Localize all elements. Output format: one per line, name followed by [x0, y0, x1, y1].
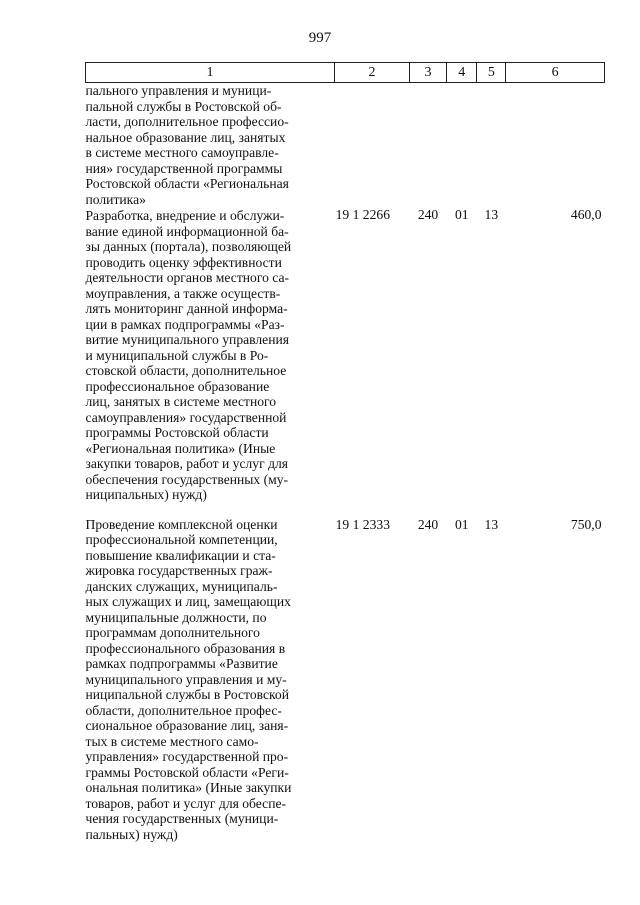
description-line: самоуправления» государственной — [85, 409, 287, 425]
description-line: лиц, занятых в системе местного — [85, 394, 277, 409]
table-body — [86, 83, 605, 851]
column-header-3: 3 — [409, 63, 446, 83]
section-code — [447, 83, 477, 208]
page-number: 997 — [308, 30, 332, 46]
description-line: ных служащих и лиц, замещающих — [85, 594, 291, 609]
description-line: сиональное образование лиц, заня- — [85, 718, 289, 733]
description-line: профессионального образования в — [85, 640, 286, 656]
description-line: ния» государственной программы — [85, 160, 283, 176]
description-line: ниципальной службы в Ростовской — [85, 687, 289, 702]
amount-value — [506, 83, 605, 208]
description-line: нальное образование лиц, занятых — [85, 129, 286, 145]
description-line: Проведение комплексной оценки — [85, 516, 278, 532]
column-header-4: 4 — [447, 63, 477, 83]
description-line: программы Ростовской области — [85, 425, 269, 440]
row-description — [86, 207, 335, 517]
table-row — [86, 207, 605, 517]
description-line: деятельности органов местного са- — [85, 270, 290, 285]
column-header-5: 5 — [477, 63, 506, 83]
description-line: пальных) нужд) — [85, 826, 178, 842]
description-line: вание единой информационной ба- — [85, 223, 289, 239]
expense-type-code: 240 — [417, 516, 439, 532]
description-line: пальной службы в Ростовской об- — [85, 98, 282, 114]
column-header-6: 6 — [506, 63, 605, 83]
description-line: профессиональной компетенции, — [85, 532, 278, 547]
amount-value: 460,0 — [570, 207, 602, 222]
row-description — [86, 517, 335, 851]
subsection-code — [477, 83, 506, 208]
description-line: ласти, дополнительное профессио- — [85, 114, 289, 129]
target-article-code — [335, 83, 410, 208]
expense-type-code: 240 — [417, 207, 439, 222]
budget-table — [85, 62, 605, 850]
description-line: жировка государственных граж- — [85, 563, 273, 578]
description-line: стовской области, дополнительное — [85, 363, 287, 378]
column-header-2: 2 — [335, 63, 410, 83]
description-line: витие муниципального управления — [85, 332, 290, 347]
section-code: 01 — [454, 207, 469, 222]
description-line: обеспечения государственных (му- — [85, 471, 289, 487]
description-line: ции в рамках подпрограммы «Раз- — [85, 316, 285, 332]
description-line: моуправления, а также осуществ- — [85, 285, 281, 301]
description-line: лять мониторинг данной информа- — [85, 301, 288, 316]
description-line: граммы Ростовской области «Реги- — [85, 764, 289, 780]
amount-value: 750,0 — [570, 516, 602, 532]
description-line: политика» — [85, 191, 146, 207]
table-row — [86, 517, 605, 851]
description-line: профессиональное образование — [85, 378, 270, 394]
table-header-row — [86, 63, 605, 83]
target-article-code: 19 1 2333 — [335, 516, 390, 532]
description-line: повышение квалификации и ста- — [85, 547, 276, 563]
subsection-code: 13 — [484, 207, 499, 222]
description-line: Ростовской области «Региональная — [85, 176, 289, 191]
description-line: программам дополнительного — [85, 625, 260, 640]
description-line: товаров, работ и услуг для обеспе- — [85, 795, 287, 811]
description-line: данских служащих, муниципаль- — [85, 578, 278, 594]
target-article-code: 19 1 2266 — [335, 207, 390, 222]
description-line: Разработка, внедрение и обслужи- — [85, 208, 285, 223]
description-line: зы данных (портала), позволяющей — [85, 239, 292, 254]
column-header-1: 1 — [86, 63, 335, 83]
description-line: муниципального управления и му- — [85, 671, 287, 687]
description-line: тых в системе местного само- — [85, 733, 259, 749]
description-line: управления» государственной про- — [85, 749, 289, 764]
description-line: муниципальные должности, по — [85, 609, 267, 625]
description-line: пального управления и муници- — [85, 83, 272, 98]
description-line: рамках подпрограммы «Развитие — [85, 656, 278, 671]
description-line: ональная политика» (Иные закупки — [85, 780, 292, 795]
description-line: области, дополнительное профес- — [85, 702, 282, 718]
description-line: в системе местного самоуправле- — [85, 145, 279, 160]
description-line: «Региональная политика» (Иные — [85, 440, 276, 456]
description-line: проводить оценку эффективности — [85, 254, 282, 270]
subsection-code: 13 — [484, 516, 499, 532]
table-row — [86, 83, 605, 208]
expense-type-code — [409, 83, 446, 208]
section-code: 01 — [454, 516, 469, 532]
description-line: закупки товаров, работ и услуг для — [85, 456, 289, 471]
description-line: ниципальных) нужд) — [85, 487, 207, 502]
description-line: и муниципальной службы в Ро- — [85, 347, 269, 363]
description-line: чения государственных (муници- — [85, 811, 279, 826]
row-description — [86, 83, 335, 208]
